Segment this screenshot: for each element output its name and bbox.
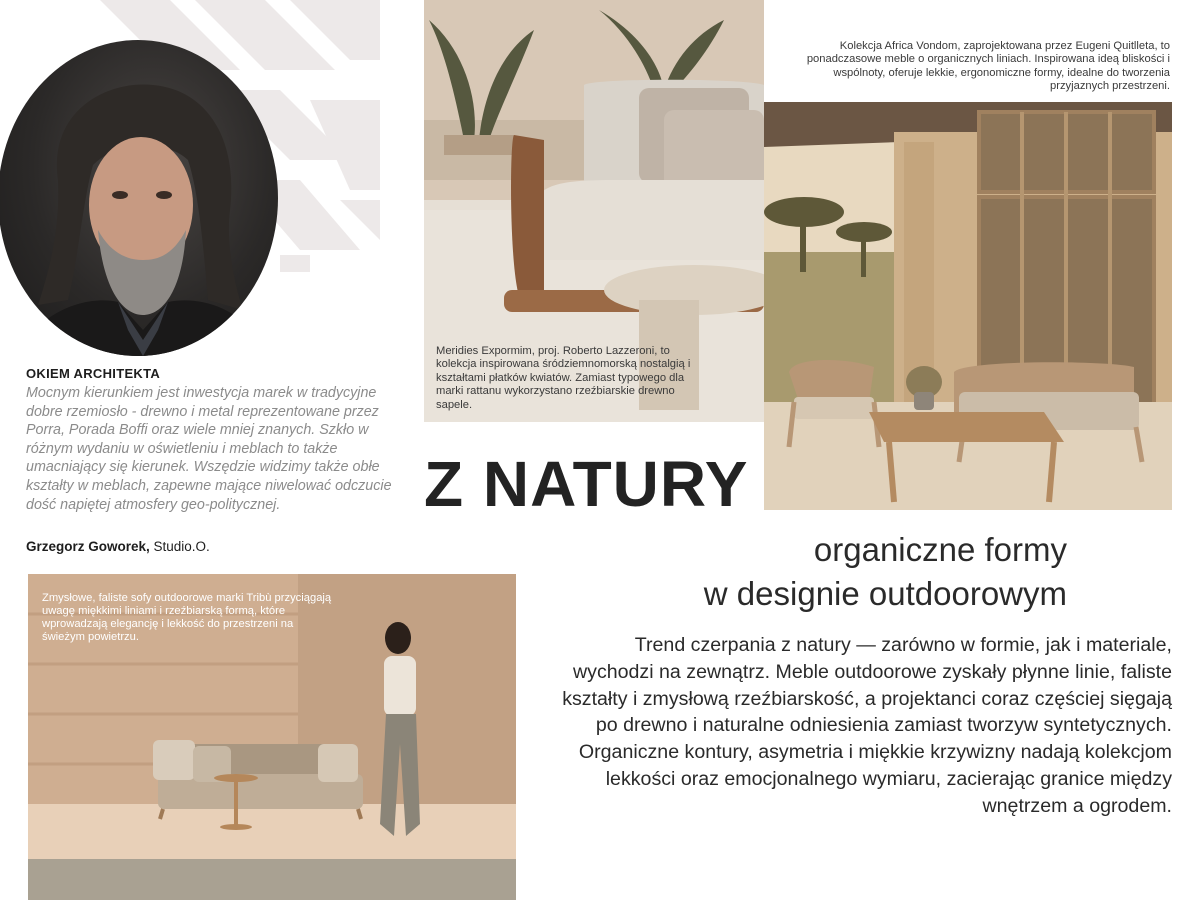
tribu-caption: Zmysłowe, faliste sofy outdoorowe marki Tribù przyciągają uwagę miękkimi liniami i rzeźbiarską formą, które wprowadzają elegancję i lekkość do przestrzeni na świeżym powietrzu. <box>42 592 332 643</box>
author-name: Grzegorz Goworek, <box>26 539 150 554</box>
article-headline: Z NATURY <box>424 448 749 520</box>
architect-portrait <box>0 40 278 356</box>
architect-author <box>26 539 210 554</box>
article-subtitle <box>704 528 1067 616</box>
architect-heading: OKIEM ARCHITEKTA <box>26 366 161 381</box>
africa-collection-photo <box>764 102 1172 510</box>
subtitle-line-1: organiczne formy <box>813 531 1067 568</box>
meridies-caption: Meridies Expormim, proj. Roberto Lazzeroni, to kolekcja inspirowana śródziemnomorską nostalgią i kształtami płatków kwiatów. Zamiast typowego dla marki rattanu wykorzystano rzeźbiarskie drewno sapele. <box>436 345 691 411</box>
author-studio: Studio.O. <box>149 539 210 554</box>
architect-quote: Mocnym kierunkiem jest inwestycja marek w tradycyjne dobre rzemiosło - drewno i metal reprezentowane przez Porra, Porada Boffi oraz wiele mniej znanych. Szkło w różnym wydaniu w oświetleniu i meblach to także umacniający się kierunek. Wszędzie widzimy także obłe kształty w meblach, zapewne mające niwelować odczucie dość napiętej atmosfery geo-politycznej. <box>26 385 392 513</box>
subtitle-line-2: w designie outdoorowym <box>703 575 1067 612</box>
article-body: Trend czerpania z natury — zarówno w formie, jak i materiale, wychodzi na zewnątrz. Meble outdoorowe zyskały płynne linie, faliste kształty i zmysłową rzeźbiarskość, a projektanci coraz częściej sięgają po drewno i naturalne odniesienia zamiast tworzyw syntetycznych. Organiczne kontury, asymetria i miękkie krzywizny nadają kolekcjom lekkości oraz emocjonalnego wymiaru, zacierając granice między wnętrzem a ogrodem. <box>562 634 1172 817</box>
africa-caption: Kolekcja Africa Vondom, zaprojektowana przez Eugeni Quitlleta, to ponadczasowe meble o organicznych liniach. Inspirowana ideą bliskości i wspólnoty, oferuje lekkie, ergonomiczne formy, idealne do tworzenia przyjaznych przestrzeni. <box>806 40 1170 93</box>
